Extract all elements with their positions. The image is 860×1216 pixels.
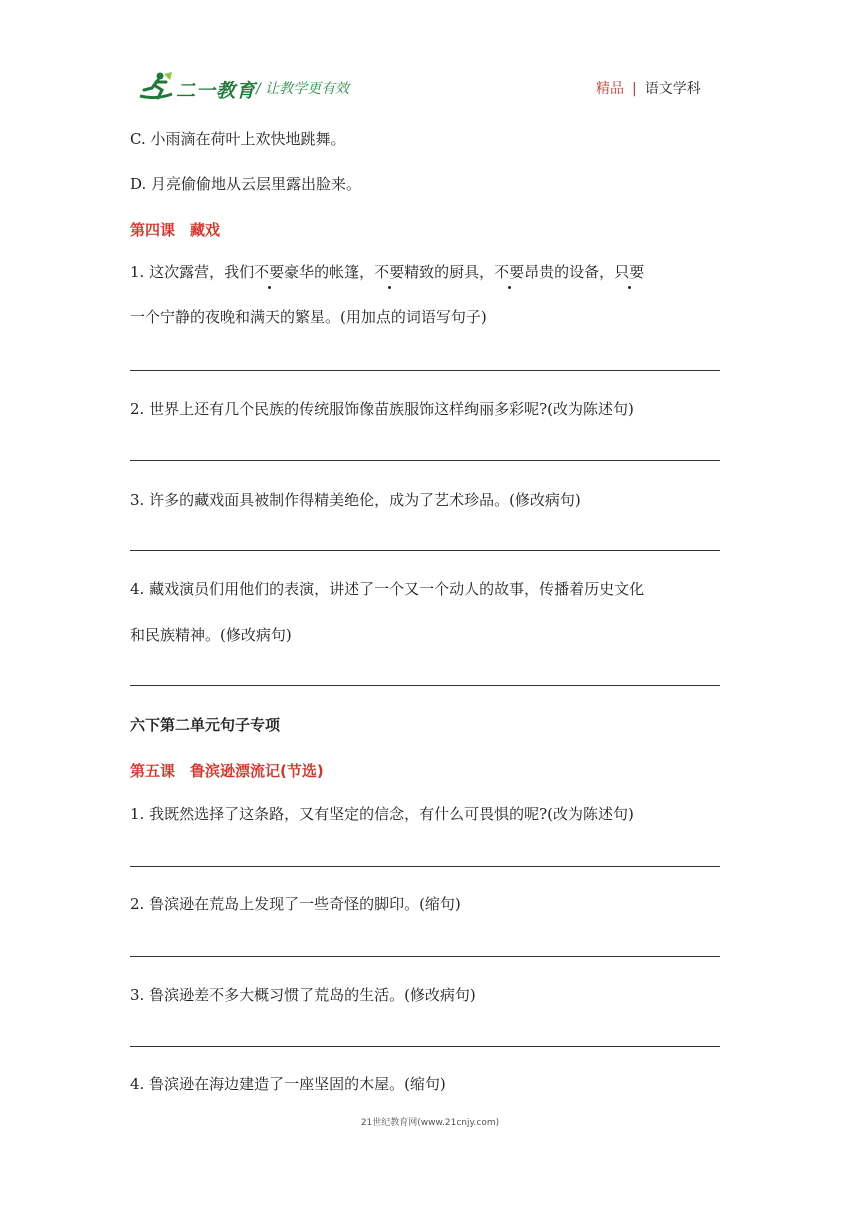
answer-line[interactable] [130,956,720,957]
dotted-word: 不要 [374,263,405,281]
dotted-word: 不要 [254,263,285,281]
dotted-word: 只要 [614,263,645,281]
option-d: D. 月亮偷偷地从云层里露出脸来。 [130,175,362,193]
lesson5-q3: 3. 鲁滨逊差不多大概习惯了荒岛的生活。(修改病句) [130,986,476,1004]
lesson4-q1-line1: 1. 这次露营，我们不要豪华的帐篷，不要精致的厨具，不要昂贵的设备，只要 [130,263,645,281]
lesson5-q4: 4. 鲁滨逊在海边建造了一座坚固的木屋。(缩句) [130,1075,446,1093]
lesson4-title: 第四课 藏戏 [130,221,221,239]
lesson4-q1-line2: 一个宁静的夜晚和满天的繁星。(用加点的词语写句子) [130,308,487,326]
lesson4-q2: 2. 世界上还有几个民族的传统服饰像苗族服饰这样绚丽多彩呢?(改为陈述句) [130,400,634,418]
dotted-word: 不要 [494,263,525,281]
lesson4-q4-line2: 和民族精神。(修改病句) [130,626,292,644]
answer-line[interactable] [130,370,720,371]
lesson5-title: 第五课 鲁滨逊漂流记(节选) [130,762,324,780]
page-footer: 21世纪教育网(www.21cnjy.com) [360,1118,500,1128]
answer-line[interactable] [130,1046,720,1047]
option-c: C. 小雨滴在荷叶上欢快地跳舞。 [130,130,346,148]
header-separator: | [632,81,637,97]
answer-line[interactable] [130,685,720,686]
answer-line[interactable] [130,460,720,461]
lesson5-q1: 1. 我既然选择了这条路，又有坚定的信念，有什么可畏惧的呢?(改为陈述句) [130,805,634,823]
header-slogan: / 让教学更有效 [256,81,350,97]
header-subject [596,78,701,98]
answer-line[interactable] [130,866,720,867]
lesson4-q4-line1: 4. 藏戏演员们用他们的表演，讲述了一个又一个动人的故事，传播着历史文化 [130,580,645,598]
answer-line[interactable] [130,550,720,551]
section-title: 六下第二单元句子专项 [130,716,281,734]
lesson4-q3: 3. 许多的藏戏面具被制作得精美绝伦，成为了艺术珍品。(修改病句) [130,491,581,509]
logo-text: 二一教育 [176,80,257,102]
lesson5-q2: 2. 鲁滨逊在荒岛上发现了一些奇怪的脚印。(缩句) [130,895,461,913]
subject-label: 语文学科 [644,81,701,97]
premium-badge: 精品 [596,81,624,97]
